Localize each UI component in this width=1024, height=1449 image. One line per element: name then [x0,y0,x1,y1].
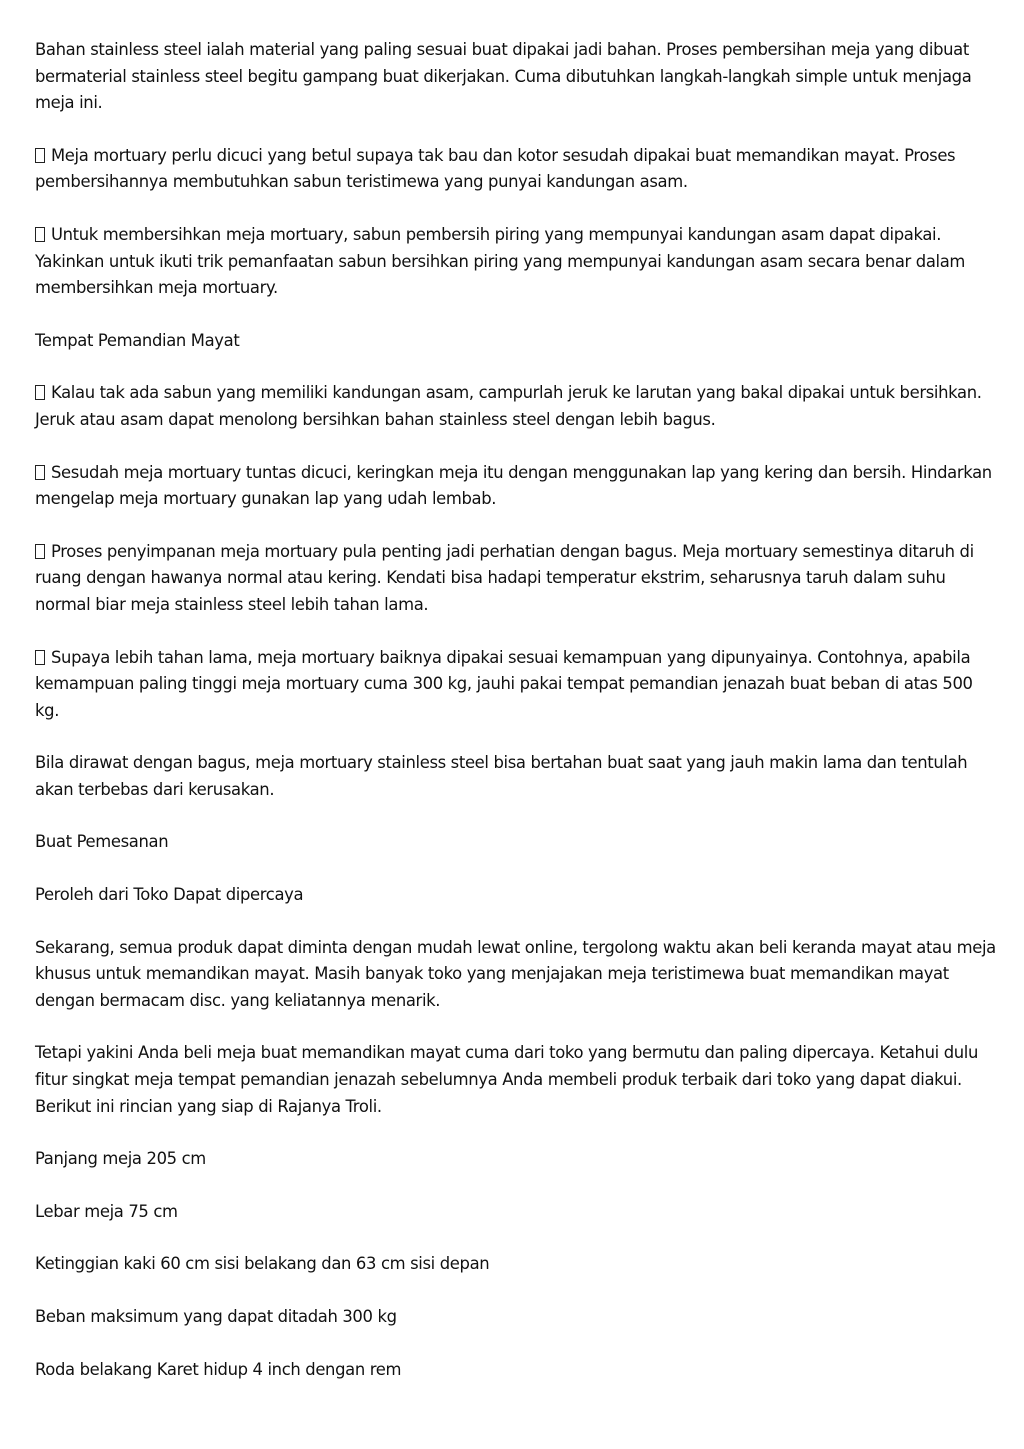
section-heading: Peroleh dari Toko Dapat dipercaya [35,885,304,905]
missing-glyph-bullet-icon [35,227,45,242]
spec-line: Beban maksimum yang dapat ditadah 300 kg [35,1307,397,1326]
missing-glyph-bullet-icon [35,544,45,559]
section-heading: Tempat Pemandian Mayat [35,330,240,350]
section-heading: Buat Pemesanan [35,832,169,852]
document-page [35,37,997,1409]
paragraph: Tetapi yakini Anda beli meja buat memandikan mayat cuma dari toko yang bermutu dan paling dipercaya. Ketahui dulu fitur singkat meja tempat pemandian jenazah sebelumnya Anda membeli produk terbaik dari toko yang dapat diakui. Berikut ini rincian yang siap di Rajanya Troli. [35,1043,979,1116]
spec-line: Lebar meja 75 cm [35,1201,178,1221]
missing-glyph-bullet-icon [35,465,45,480]
spec-line: Ketinggian kaki 60 cm sisi belakang dan 63 cm sisi depan [35,1254,490,1274]
paragraph: Sekarang, semua produk dapat diminta dengan mudah lewat online, tergolong waktu akan beli keranda mayat atau meja khusus untuk memandikan mayat. Masih banyak toko yang menjajakan meja teristimewa buat memandikan mayat dengan bermacam disc. yang keliatannya menarik. [35,937,996,1010]
bullet-paragraph: Untuk membersihkan meja mortuary, sabun pembersih piring yang mempunyai kandungan asam dapat dipakai. Yakinkan untuk ikuti trik pemanfaatan sabun bersihkan piring yang mempunyai kandungan asam secara benar dalam membersihkan meja mortuary. [35,224,966,298]
bullet-paragraph: Meja mortuary perlu dicuci yang betul supaya tak bau dan kotor sesudah dipakai buat memandikan mayat. Proses pembersihannya membutuhkan sabun teristimewa yang punyai kandungan asam. [35,145,956,192]
bullet-paragraph: Kalau tak ada sabun yang memiliki kandungan asam, campurlah jeruk ke larutan yang bakal dipakai untuk bersihkan. Jeruk atau asam dapat menolong bersihkan bahan stainless steel dengan lebih bagus. [35,383,982,429]
paragraph: Bila dirawat dengan bagus, meja mortuary stainless steel bisa bertahan buat saat yang jauh makin lama dan tentulah akan terbebas dari kerusakan. [35,753,968,799]
missing-glyph-bullet-icon [35,650,45,665]
spec-line: Roda belakang Karet hidup 4 inch dengan rem [35,1359,402,1379]
bullet-paragraph: Sesudah meja mortuary tuntas dicuci, keringkan meja itu dengan menggunakan lap yang kering dan bersih. Hindarkan mengelap meja mortuary gunakan lap yang udah lembab. [35,462,992,509]
paragraph-intro: Bahan stainless steel ialah material yang paling sesuai buat dipakai jadi bahan. Proses pembersihan meja yang dibuat bermaterial stainless steel begitu gampang buat dikerjakan. Cuma dibutuhkan langkah-langkah simple untuk menjaga meja ini. [35,40,972,113]
spec-line: Panjang meja 205 cm [35,1149,206,1169]
bullet-paragraph: Supaya lebih tahan lama, meja mortuary baiknya dipakai sesuai kemampuan yang dipunyainya. Contohnya, apabila kemampuan paling tinggi meja mortuary cuma 300 kg, jauhi pakai tempat pemandian jenazah buat beban di atas 500 kg. [35,647,973,720]
bullet-paragraph: Proses penyimpanan meja mortuary pula penting jadi perhatian dengan bagus. Meja mortuary semestinya ditaruh di ruang dengan hawanya normal atau kering. Kendati bisa hadapi temperatur ekstrim, seharusnya taruh dalam suhu normal biar meja stainless steel lebih tahan lama. [35,541,974,614]
missing-glyph-bullet-icon [35,148,45,163]
missing-glyph-bullet-icon [35,385,45,400]
